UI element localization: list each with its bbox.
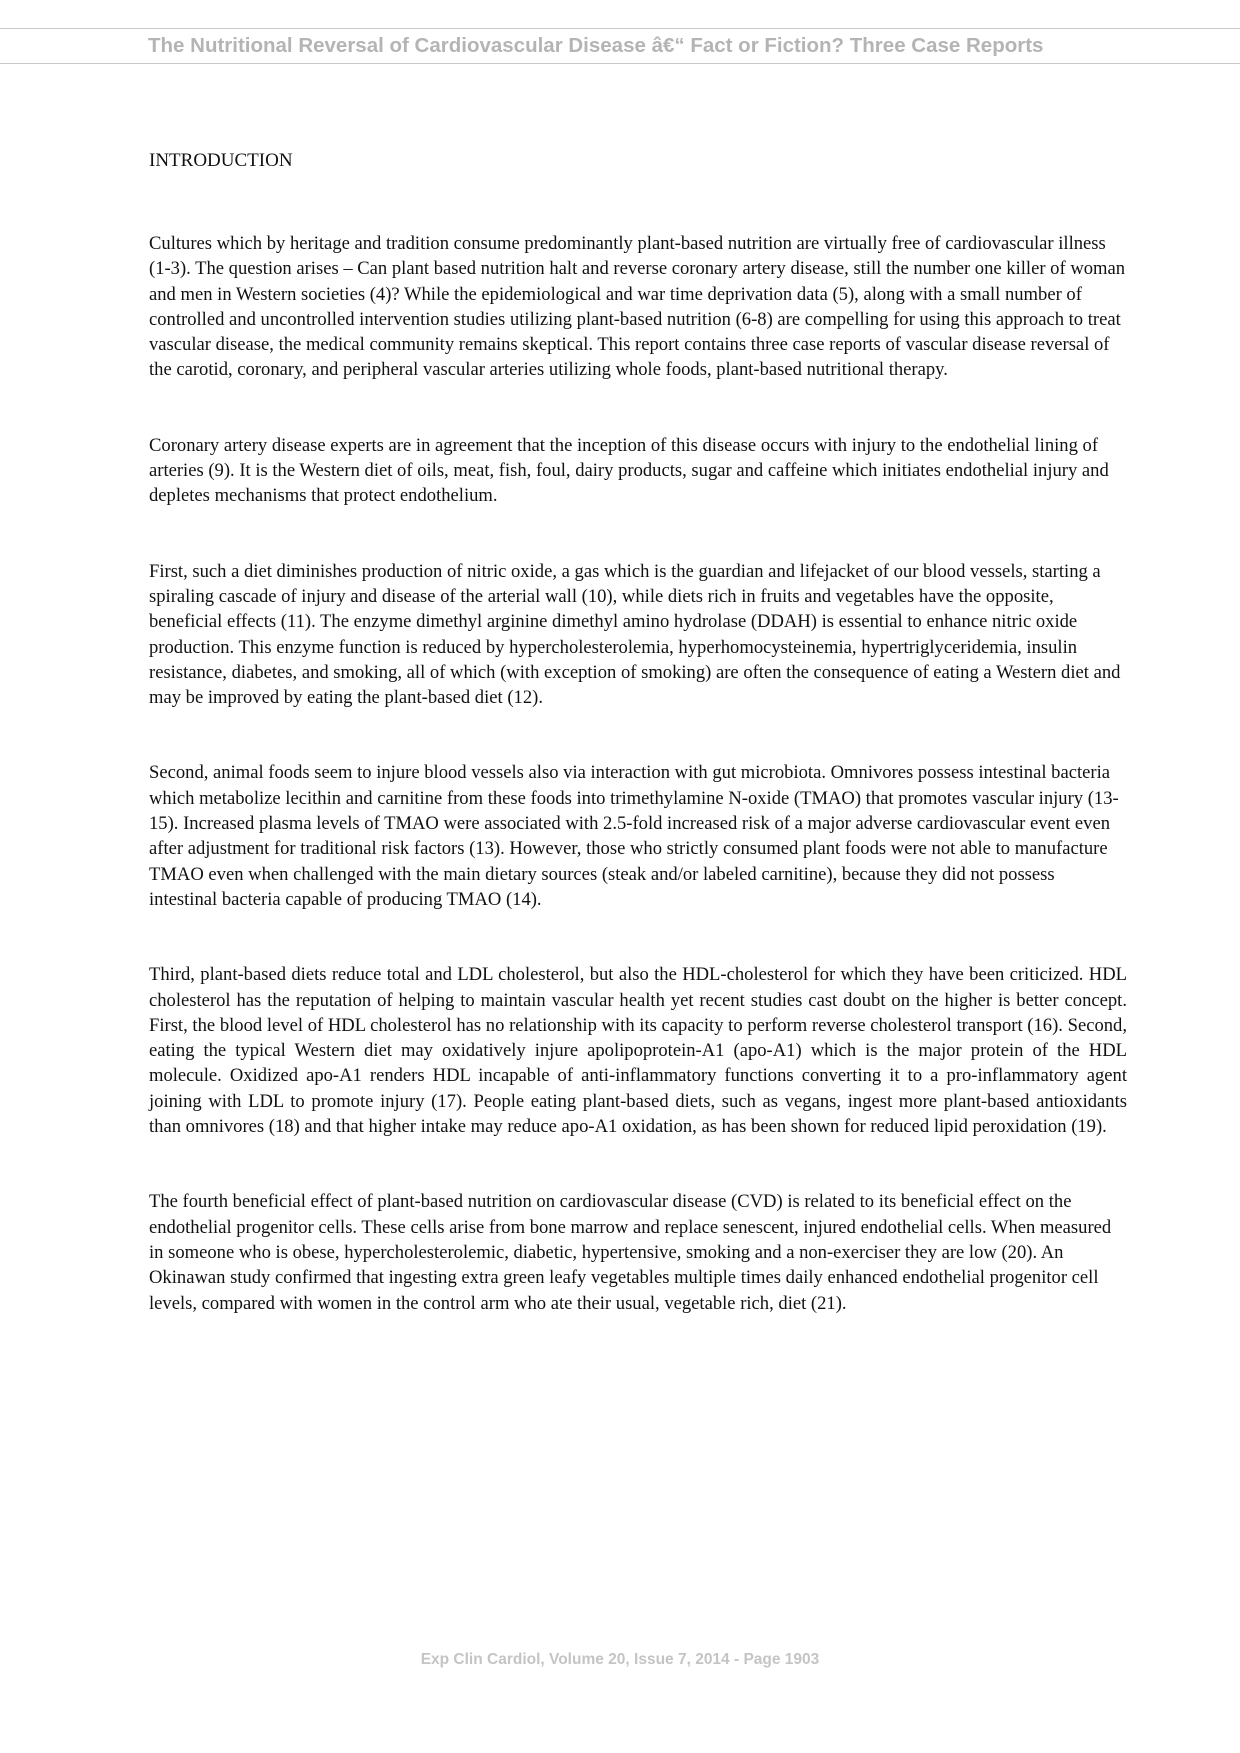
paragraph-6: The fourth beneficial effect of plant-based nutrition on cardiovascular disease (CVD) is related to its beneficial effect on the endothelial progenitor cells. These cells arise from bone marrow and replace senescent, injured endothelial cells. When measured in someone who is obese, hypercholesterolemic, diabetic, hypertensive, smoking and a non-exerciser they are low (20). An Okinawan study confirmed that ingesting extra green leafy vegetables multiple times daily enhanced endothelial progenitor cell levels, compared with women in the control arm who ate their usual, vegetable rich, diet (21). <box>149 1191 1112 1314</box>
paragraph-3: First, such a diet diminishes production of nitric oxide, a gas which is the guardian and lifejacket of our blood vessels, starting a spiraling cascade of injury and disease of the arterial wall (10), while diets rich in fruits and vegetables have the opposite, beneficial effects (11). The enzyme dimethyl arginine dimethyl amino hydrolase (DDAH) is essential to enhance nitric oxide production. This enzyme function is reduced by hypercholesterolemia, hyperhomocysteinemia, hypertriglyceridemia, insulin resistance, diabetes, and smoking, all of which (with exception of smoking) are often the consequence of eating a Western diet and may be improved by eating the plant-based diet (12). <box>149 560 1121 709</box>
section-heading: INTRODUCTION <box>149 150 293 171</box>
paragraph-2: Coronary artery disease experts are in agreement that the inception of this disease occurs with injury to the endothelial lining of arteries (9). It is the Western diet of oils, meat, fish, foul, dairy products, sugar and caffeine which initiates endothelial injury and depletes mechanisms that protect endothelium. <box>149 434 1109 507</box>
article-body <box>149 148 1127 1366</box>
page-footer-citation: Exp Clin Cardiol, Volume 20, Issue 7, 2014 - Page 1903 <box>420 1651 820 1668</box>
running-header <box>0 28 1240 64</box>
paragraph-5: Third, plant-based diets reduce total and LDL cholesterol, but also the HDL-cholesterol for which they have been criticized. HDL cholesterol has the reputation of helping to maintain vascular health yet recent studies cast doubt on the higher is better concept. First, the blood level of HDL cholesterol has no relationship with its capacity to perform reverse cholesterol transport (16). Second, eating the typical Western diet may oxidatively injure apolipoprotein-A1 (apo-A1) which is the major protein of the HDL molecule. Oxidized apo-A1 renders HDL incapable of anti-inflammatory functions converting it to a pro-inflammatory agent joining with LDL to promote injury (17). People eating plant-based diets, such as vegans, ingest more plant-based antioxidants than omnivores (18) and that higher intake may reduce apo-A1 oxidation, as has been shown for reduced lipid peroxidation (19). <box>149 964 1127 1138</box>
paragraph-1: Cultures which by heritage and tradition consume predominantly plant-based nutrition are virtually free of cardiovascular illness (1-3). The question arises – Can plant based nutrition halt and reverse coronary artery disease, still the number one killer of woman and men in Western societies (4)? While the epidemiological and war time deprivation data (5), along with a small number of controlled and uncontrolled intervention studies utilizing plant-based nutrition (6-8) are compelling for using this approach to treat vascular disease, the medical community remains skeptical. This report contains three case reports of vascular disease reversal of the carotid, coronary, and peripheral vascular arteries utilizing whole foods, plant-based nutritional therapy. <box>149 233 1126 381</box>
article-title: The Nutritional Reversal of Cardiovascular Disease â€“ Fact or Fiction? Three Case Reports <box>148 34 1044 57</box>
paragraph-4: Second, animal foods seem to injure blood vessels also via interaction with gut microbiota. Omnivores possess intestinal bacteria which metabolize lecithin and carnitine from these foods into trimethylamine N-oxide (TMAO) that promotes vascular injury (13-15). Increased plasma levels of TMAO were associated with 2.5-fold increased risk of a major adverse cardiovascular event even after adjustment for traditional risk factors (13). However, those who strictly consumed plant foods were not able to manufacture TMAO even when challenged with the main dietary sources (steak and/or labeled carnitine), because they did not possess intestinal bacteria capable of producing TMAO (14). <box>149 762 1119 910</box>
